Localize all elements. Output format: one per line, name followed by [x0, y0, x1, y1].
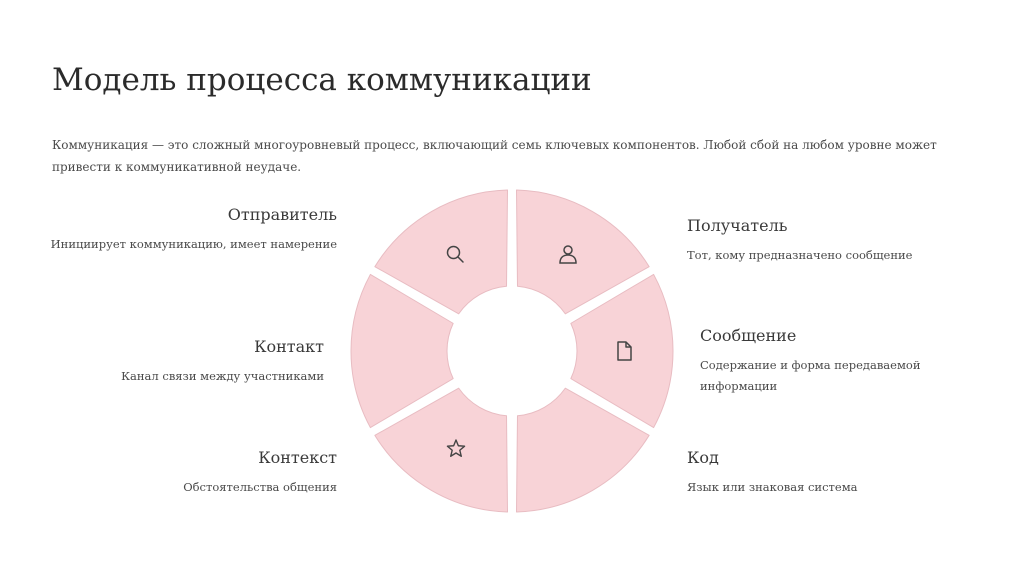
component-message — [700, 326, 930, 397]
component-receiver — [687, 216, 917, 266]
contact-title: Контакт — [254, 337, 324, 356]
receiver-desc: Тот, кому предназначено сообщение — [687, 248, 913, 262]
component-context — [183, 448, 337, 498]
component-sender — [51, 205, 337, 255]
contact-desc: Канал связи между участниками — [121, 369, 324, 383]
context-desc: Обстоятельства общения — [183, 480, 337, 494]
message-title: Сообщение — [700, 326, 797, 345]
component-code — [687, 448, 917, 498]
component-contact — [121, 337, 324, 387]
page-title: Модель процесса коммуникации — [52, 62, 592, 98]
sender-title: Отправитель — [227, 205, 337, 224]
receiver-title: Получатель — [687, 216, 788, 235]
code-title: Код — [687, 448, 719, 467]
sender-desc: Инициирует коммуникацию, имеет намерение — [50, 237, 337, 251]
intro-text: Коммуникация — это сложный многоуровневый процесс, включающий семь ключевых компонентов. Любой сбой на любом уровне может привести к коммуникативной неудаче. — [52, 138, 937, 174]
code-desc: Язык или знаковая система — [687, 480, 858, 494]
message-desc: Содержание и форма передаваемой информации — [700, 358, 921, 393]
context-title: Контекст — [258, 448, 337, 467]
